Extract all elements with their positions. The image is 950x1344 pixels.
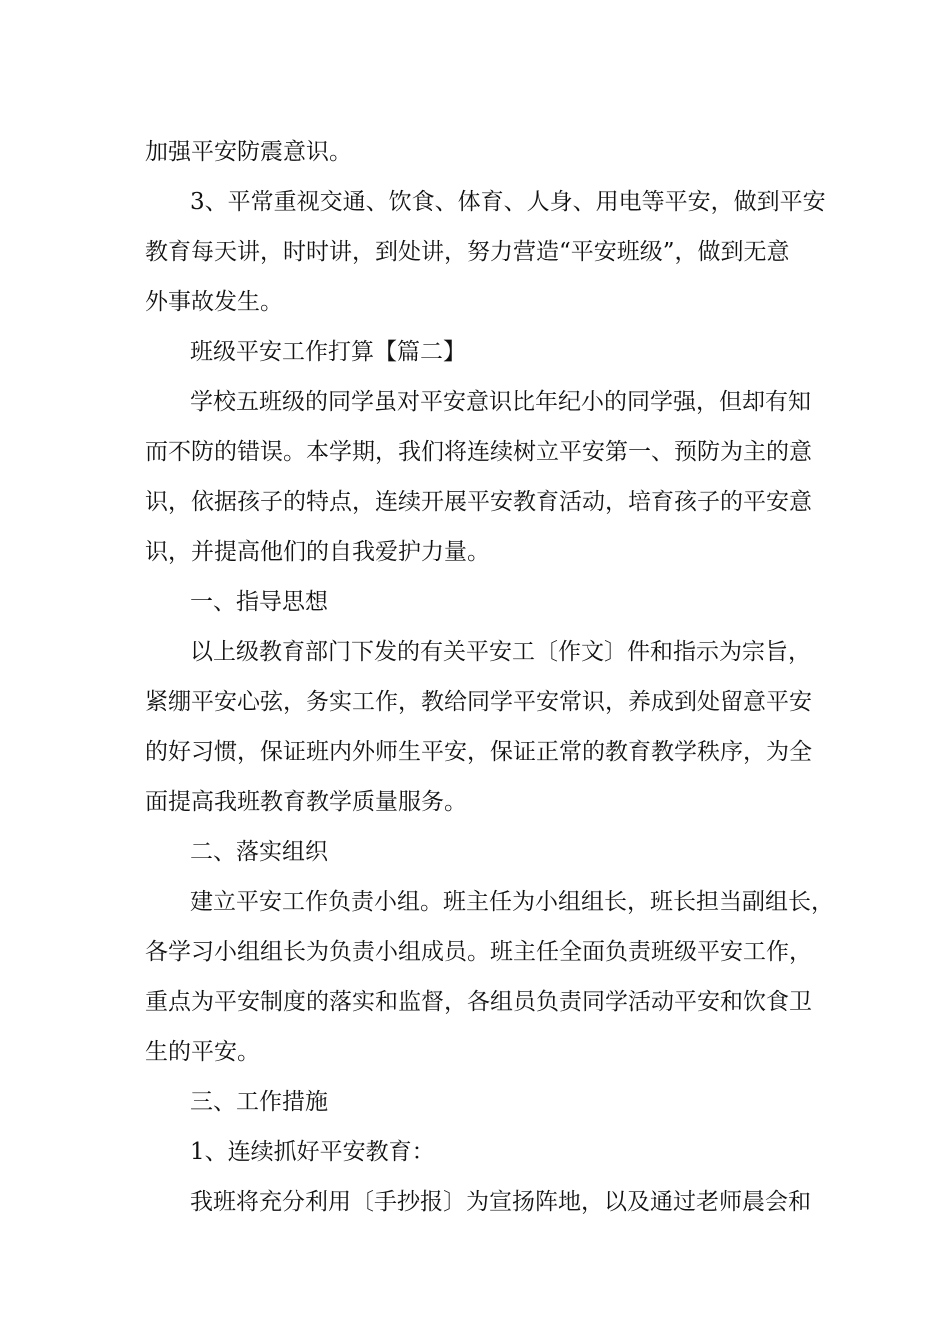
paragraph-line: 教育每天讲，时时讲，到处讲，努力营造“平安班级”，做到无意 [145,239,790,265]
paragraph-line: 重点为平安制度的落实和监督，各组员负责同学活动平安和饮食卫 [145,989,812,1015]
paragraph-line: 外事故发生。 [145,289,283,315]
paragraph-line: 的好习惯，保证班内外师生平安，保证正常的教育教学秩序，为全 [145,739,812,765]
paragraph-line: 以上级教育部门下发的有关平安工〔作文〕件和指示为宗旨， [190,639,811,665]
paragraph-line: 而不防的错误。本学期，我们将连续树立平安第一、预防为主的意 [145,439,812,465]
section-heading: 一、指导思想 [190,589,328,615]
paragraph-line: 生的平安。 [145,1039,260,1065]
section-heading: 班级平安工作打算【篇二】 [190,339,466,365]
paragraph-line: 各学习小组组长为负责小组成员。班主任全面负责班级平安工作， [145,939,812,965]
section-heading: 三、工作措施 [190,1089,328,1115]
paragraph-line: 学校五班级的同学虽对平安意识比年纪小的同学强，但却有知 [190,389,811,415]
paragraph-line: 面提高我班教育教学质量服务。 [145,789,467,815]
paragraph-line: 建立平安工作负责小组。班主任为小组组长，班长担当副组长， [190,889,834,915]
paragraph-line: 1、连续抓好平安教育： [190,1139,435,1165]
paragraph-line: 3、平常重视交通、饮食、体育、人身、用电等平安，做到平安 [190,189,826,215]
paragraph-line: 识，依据孩子的特点，连续开展平安教育活动，培育孩子的平安意 [145,489,812,515]
paragraph-line: 识，并提高他们的自我爱护力量。 [145,539,490,565]
paragraph-line: 我班将充分利用〔手抄报〕为宣扬阵地，以及通过老师晨会和 [190,1189,811,1215]
section-heading: 二、落实组织 [190,839,328,865]
paragraph-line: 加强平安防震意识。 [145,139,352,165]
paragraph-line: 紧绷平安心弦，务实工作，教给同学平安常识，养成到处留意平安 [145,689,812,715]
